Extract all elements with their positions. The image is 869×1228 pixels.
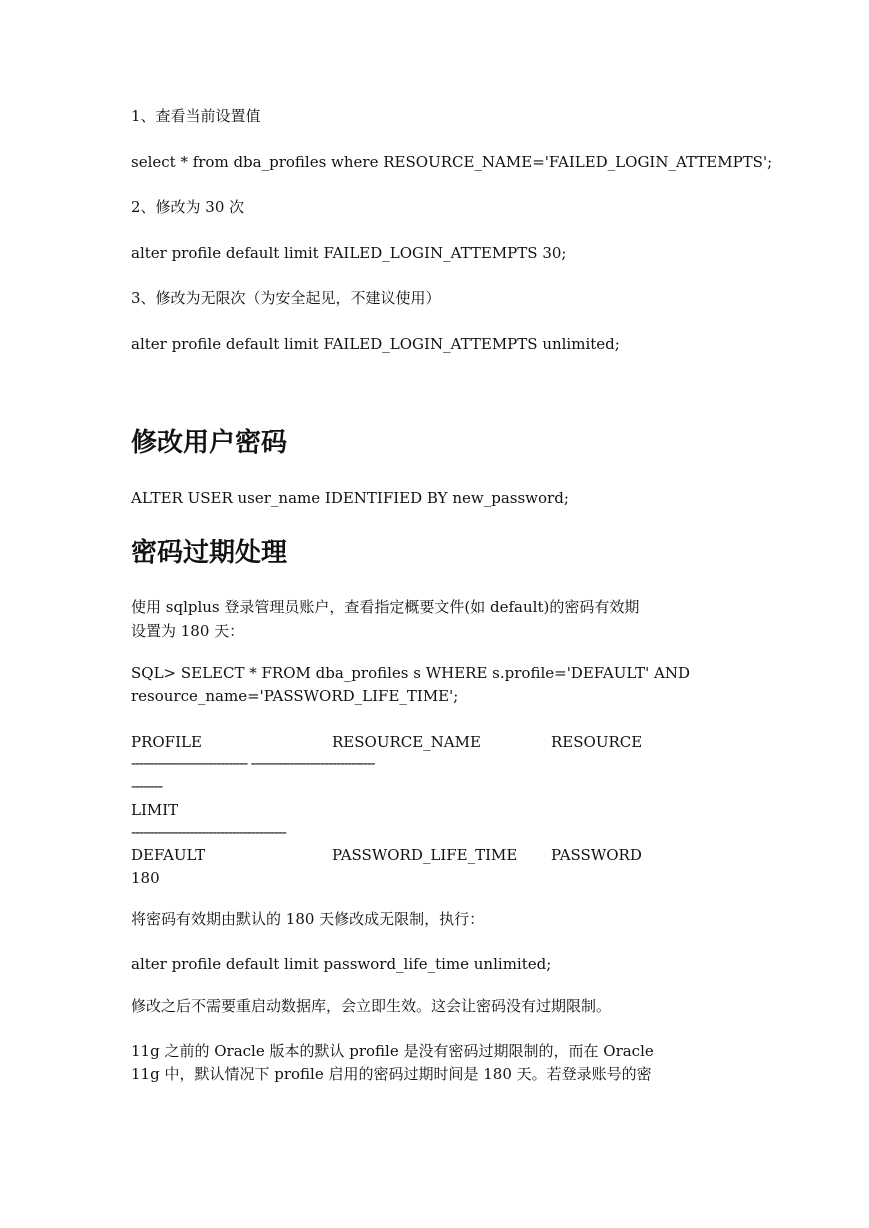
step1-code: select * from dba_profiles where RESOURCE_NAME='FAILED_LOGIN_ATTEMPTS'; <box>131 153 773 171</box>
note-line-2: 11g 中，默认情况下 profile 启用的密码过期时间是 180 天。若登录账号的密 <box>131 1065 652 1083</box>
effect-text: 修改之后不需要重启动数据库，会立即生效。这会让密码没有过期限制。 <box>131 997 612 1015</box>
result-row-resource-name: PASSWORD_LIFE_TIME <box>332 846 518 864</box>
step1-label: 1、查看当前设置值 <box>131 107 261 125</box>
result-header-resource: RESOURCE <box>551 733 643 751</box>
heading-password-expiry: 密码过期处理 <box>131 538 288 568</box>
intro-line-1: 使用 sqlplus 登录管理员账户，查看指定概要文件(如 default)的密码有效期 <box>131 598 640 616</box>
result-row-limit: 180 <box>131 869 160 887</box>
query-line-1: SQL> SELECT * FROM dba_profiles s WHERE s.profile='DEFAULT' AND <box>131 664 690 682</box>
result-dash-row-2: -------- <box>131 777 162 795</box>
change-code: alter profile default limit password_life_time unlimited; <box>131 955 552 973</box>
intro-line-2: 设置为 180 天： <box>131 622 245 640</box>
step2-label: 2、修改为 30 次 <box>131 198 245 216</box>
step2-code: alter profile default limit FAILED_LOGIN_ATTEMPTS 30; <box>131 244 567 262</box>
result-dash-row-3: ---------------------------------------- <box>131 823 286 841</box>
result-header-resource-name: RESOURCE_NAME <box>332 733 481 751</box>
step3-label: 3、修改为无限次（为安全起见，不建议使用） <box>131 289 441 307</box>
result-dash-row-1: ------------------------------ -------------------------------- <box>131 754 375 772</box>
result-header-profile: PROFILE <box>131 733 202 751</box>
change-text: 将密码有效期由默认的 180 天修改成无限制，执行： <box>131 910 485 928</box>
result-header-limit: LIMIT <box>131 801 179 819</box>
step3-code: alter profile default limit FAILED_LOGIN_ATTEMPTS unlimited; <box>131 335 620 353</box>
alter-user-code: ALTER USER user_name IDENTIFIED BY new_password; <box>131 489 569 507</box>
result-row-profile: DEFAULT <box>131 846 206 864</box>
heading-change-password: 修改用户密码 <box>131 428 288 458</box>
query-line-2: resource_name='PASSWORD_LIFE_TIME'; <box>131 687 459 705</box>
note-line-1: 11g 之前的 Oracle 版本的默认 profile 是没有密码过期限制的，而在 Oracle <box>131 1042 654 1060</box>
result-row-resource: PASSWORD <box>551 846 642 864</box>
